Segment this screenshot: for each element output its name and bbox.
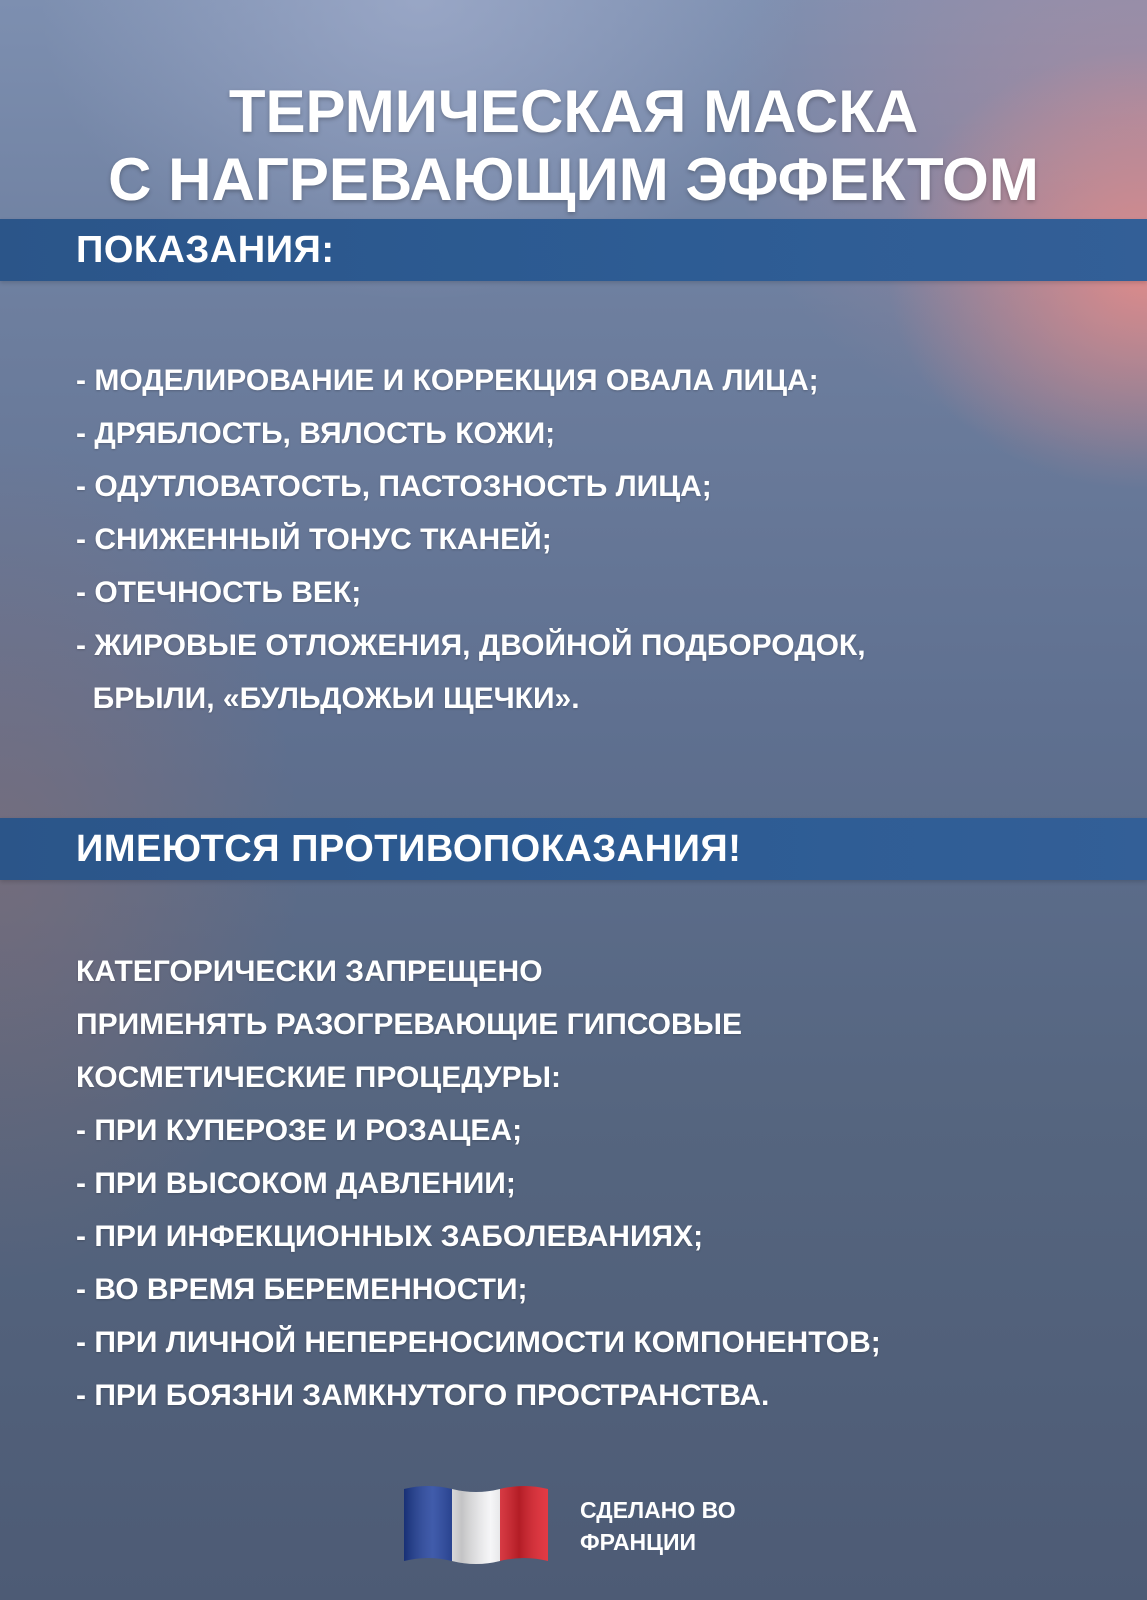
contraindications-heading: ИМЕЮТСЯ ПРОТИВОПОКАЗАНИЯ! — [76, 828, 742, 870]
footer-line-2: ФРАНЦИИ — [580, 1529, 697, 1555]
list-item: - ПРИ БОЯЗНИ ЗАМКНУТОГО ПРОСТРАНСТВА. — [76, 1379, 770, 1412]
list-item: - ОТЕЧНОСТЬ ВЕК; — [76, 576, 362, 609]
list-item: - ДРЯБЛОСТЬ, ВЯЛОСТЬ КОЖИ; — [76, 417, 556, 450]
list-item: - СНИЖЕННЫЙ ТОНУС ТКАНЕЙ; — [76, 523, 552, 556]
page-title — [0, 78, 1147, 214]
list-item: - ЖИРОВЫЕ ОТЛОЖЕНИЯ, ДВОЙНОЙ ПОДБОРОДОК, — [76, 629, 866, 662]
contraindications-list — [76, 945, 881, 1422]
contraindications-heading-band — [0, 818, 1147, 880]
indications-heading-band — [0, 219, 1147, 281]
list-item: ПРИМЕНЯТЬ РАЗОГРЕВАЮЩИЕ ГИПСОВЫЕ — [76, 1008, 743, 1041]
title-line-2: С НАГРЕВАЮЩИМ ЭФФЕКТОМ — [108, 146, 1039, 213]
list-item: - МОДЕЛИРОВАНИЕ И КОРРЕКЦИЯ ОВАЛА ЛИЦА; — [76, 364, 819, 397]
list-item: - ВО ВРЕМЯ БЕРЕМЕННОСТИ; — [76, 1273, 528, 1306]
list-item: - ПРИ ВЫСОКОМ ДАВЛЕНИИ; — [76, 1167, 516, 1200]
list-item: - ОДУТЛОВАТОСТЬ, ПАСТОЗНОСТЬ ЛИЦА; — [76, 470, 712, 503]
list-item: КОСМЕТИЧЕСКИЕ ПРОЦЕДУРЫ: — [76, 1061, 561, 1094]
indications-heading: ПОКАЗАНИЯ: — [76, 229, 335, 271]
list-item: КАТЕГОРИЧЕСКИ ЗАПРЕЩЕНО — [76, 955, 543, 988]
list-item: - ПРИ ИНФЕКЦИОННЫХ ЗАБОЛЕВАНИЯХ; — [76, 1220, 704, 1253]
list-item: БРЫЛИ, «БУЛЬДОЖЬИ ЩЕЧКИ». — [76, 682, 580, 715]
list-item: - ПРИ КУПЕРОЗЕ И РОЗАЦЕА; — [76, 1114, 523, 1147]
footer-line-1: СДЕЛАНО ВО — [580, 1497, 736, 1523]
list-item: - ПРИ ЛИЧНОЙ НЕПЕРЕНОСИМОСТИ КОМПОНЕНТОВ; — [76, 1326, 881, 1359]
made-in-france-label — [580, 1494, 736, 1558]
indications-list — [76, 354, 866, 725]
france-flag-icon — [404, 1483, 548, 1565]
title-line-1: ТЕРМИЧЕСКАЯ МАСКА — [228, 78, 919, 145]
